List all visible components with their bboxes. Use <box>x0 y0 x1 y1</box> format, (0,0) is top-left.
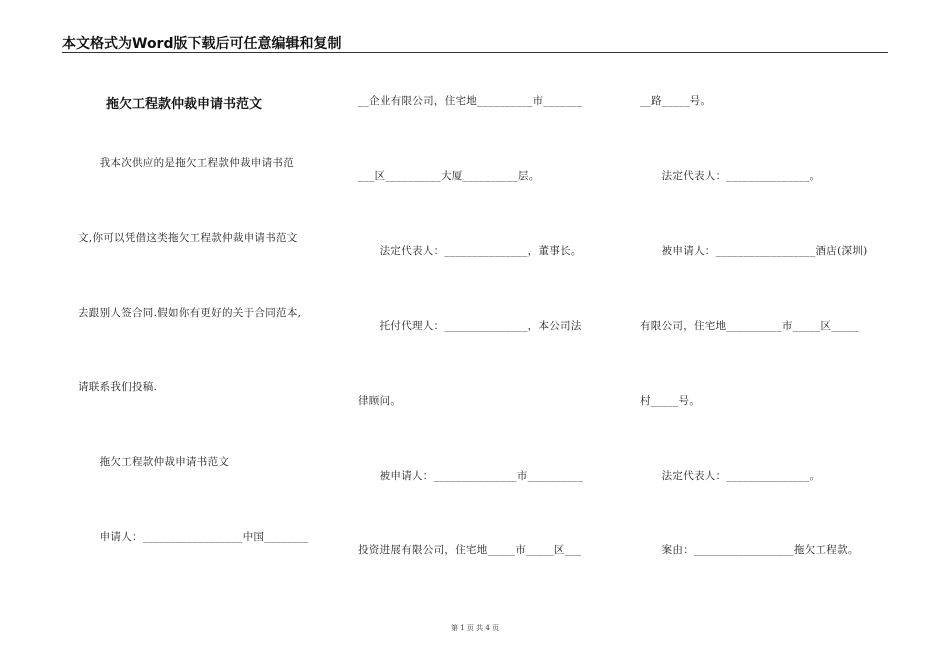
column3-line: 被申请人：__________________酒店(深圳) <box>640 245 868 257</box>
column2-line: 律顾问。 <box>358 395 402 407</box>
column1-line: 文,你可以凭借这类拖欠工程款仲裁申请书范文 <box>78 232 298 244</box>
column1-line: 申请人：__________________中国________ <box>78 531 309 543</box>
column1-line: 我本次供应的是拖欠工程款仲裁申请书范 <box>78 157 294 169</box>
header-title: 本文格式为Word版下载后可任意编辑和复制 <box>62 36 342 52</box>
column1-line: 去跟别人签合同.假如你有更好的关于合同范本, <box>78 307 302 319</box>
header-divider <box>62 52 888 53</box>
column3-line: 法定代表人：_______________。 <box>640 470 821 482</box>
page-number: 第 1 页 共 4 页 <box>450 624 500 632</box>
column3-line: __路_____号。 <box>640 95 712 107</box>
column2-line: 被申请人：_______________市__________ <box>358 470 584 482</box>
column2-line: 投资进展有限公司，住宅地_____市_____区___ <box>358 544 582 556</box>
column3-line: 村_____号。 <box>640 395 701 407</box>
column2-line: __企业有限公司，住宅地__________市_______ <box>358 95 583 107</box>
column1-line: 拖欠工程款仲裁申请书范文 <box>78 456 230 468</box>
document-title: 拖欠工程款仲裁申请书范文 <box>106 97 263 112</box>
column3-line: 法定代表人：_______________。 <box>640 170 821 182</box>
column3-line: 有限公司，住宅地__________市_____区_____ <box>640 320 859 332</box>
column3-line: 案由：__________________拖欠工程款。 <box>640 544 859 556</box>
column2-line: 法定代表人：_______________，董事长。 <box>358 245 582 257</box>
column2-line: 托付代理人：_______________，本公司法 <box>358 320 582 332</box>
column1-line: 请联系我们投稿. <box>78 381 158 393</box>
column2-line: ___区__________大厦__________层。 <box>358 170 540 182</box>
